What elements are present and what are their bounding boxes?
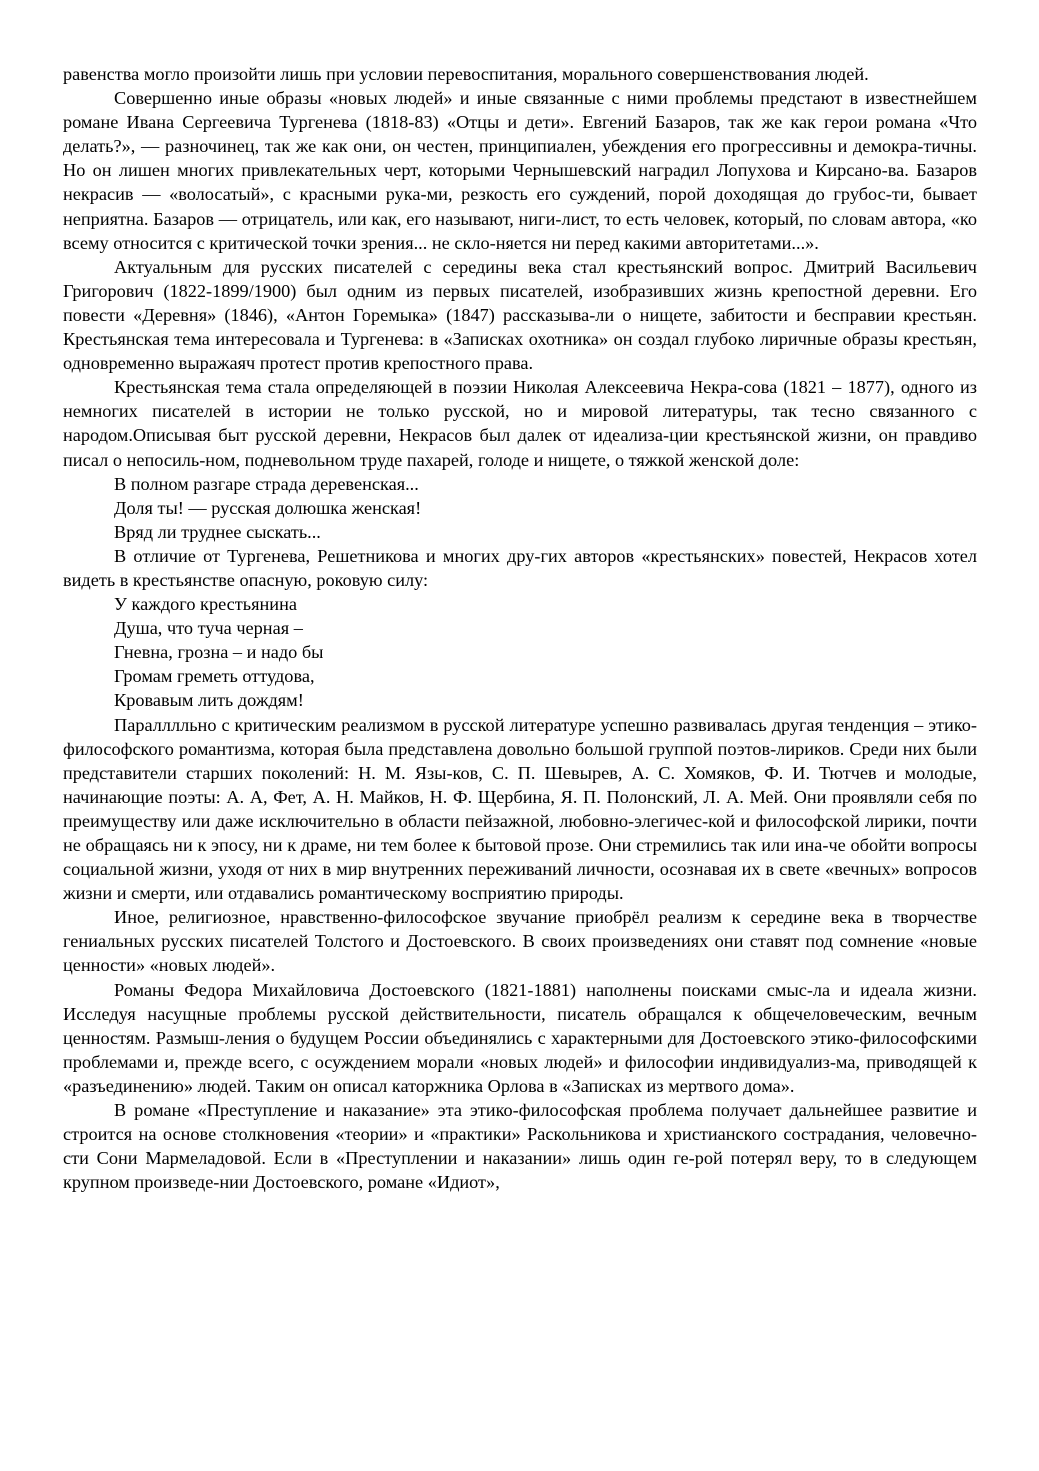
paragraph: Паралллльно с критическим реализмом в русской литературе успешно развивалась другая тенденция – этико-философского романтизма, которая была представлена довольно большой группой поэтов-лириков. Среди них были представители старших поколений: Н. М. Язы-ков, С. П. Шевырев, А. С. Хомяков, Ф. И. Тютчев и молодые, начинающие поэты: А. А, Фет, А. Н. Майков, Н. Ф. Щербина, Я. П. Полонский, Л. А. Мей. Они проявляли себя по преимуществу или даже исключительно в области пейзажной, любовно-элегичес-кой и философской лирики, почти не обращаясь ни к эпосу, ни к драме, ни тем более к бытовой прозе. Они стремились так или ина-че обойти вопросы социальной жизни, уходя от них в мир внутренних переживаний личности, осознавая их в свете «вечных» вопросов жизни и смерти, или отдавались романтическому восприятию природы. [63, 714, 977, 904]
paragraph: Романы Федора Михайловича Достоевского (1821-1881) наполнены поисками смыс-ла и идеала жизни. Исследуя насущные проблемы русской действительности, писатель обращался к общечеловеческим, вечным ценностям. Размыш-ления о будущем России объединялись с характерными для Достоевского этико-философскими проблемами и, прежде всего, с осуждением морали «новых людей» и философии индивидуализ-ма, приводящей к «разъединению» людей. Таким он описал каторжника Орлова в «Записках из мертвого дома». [63, 979, 977, 1096]
verse-line: Доля ты! — русская долюшка женская! [114, 497, 422, 518]
paragraph: В отличие от Тургенева, Решетникова и многих дру-гих авторов «крестьянских» повестей, Некрасов хотел видеть в крестьянстве опасную, роковую силу: [63, 545, 977, 590]
poem-quote-2 [63, 592, 977, 712]
verse-line: Гневна, грозна – и надо бы [114, 642, 324, 663]
paragraph: Совершенно иные образы «новых людей» и иные связанные с ними проблемы предстают в известнейшем романе Ивана Сергеевича Тургенева (1818-83) «Отцы и дети». Евгений Базаров, так же как герои романа «Что делать?», — разночинец, так же как они, он честен, принципиален, убеждения его прогрессивны и демокра-тичны. Но он лишен многих привлекательных черт, которыми Чернышевский наградил Лопухова и Кирсано-ва. Базаров некрасив — «волосатый», с красными рука-ми, резкость его суждений, порой доходящая до грубос-ти, бывает неприятна. Базаров — отрицатель, или как, его называют, ниги-лист, то есть человек, который, по словам автора, «ко всему относится с критической точки зрения... не скло-няется ни перед какими авторитетами...». [63, 88, 977, 253]
verse-line: В полном разгаре страда деревенская... [114, 473, 419, 494]
verse-line: У каждого крестьянина [114, 594, 297, 615]
paragraph: Крестьянская тема стала определяющей в поэзии Николая Алексеевича Некра-сова (1821 – 1877), одного из немногих писателей в истории не только русской, но и мировой литературы, так тесно связанного с народом.Описывая быт русской деревни, Некрасов был далек от идеализа-ции крестьянской жизни, он правдиво писал о непосиль-ном, подневольном труде пахарей, голоде и нищете, о тяжкой женской доле: [63, 377, 977, 470]
paragraph: Актуальным для русских писателей с середины века стал крестьянский вопрос. Дмитрий Васильевич Григорович (1822-1899/1900) был одним из первых писателей, изобразивших жизнь крепостной деревни. Его повести «Деревня» (1846), «Антон Горемыка» (1847) рассказыва-ли о нищете, забитости и бесправии крестьян. Крестьянская тема интересовала и Тургенева: в «Записках охотника» он создал глубоко лиричные образы крестьян, одновременно выражаяч протест против крепостного права. [63, 256, 977, 374]
verse-line: Кровавым лить дождям! [114, 690, 304, 711]
verse-line: Душа, что туча черная – [114, 618, 303, 639]
verse-line: Громам греметь оттудова, [114, 666, 315, 687]
paragraph: равенства могло произойти лишь при условии перевоспитания, морального совершенствования людей. [63, 64, 869, 84]
paragraph: Иное, религиозное, нравственно-философское звучание приобрёл реализм к середине века в творчестве гениальных русских писателей Толстого и Достоевского. В своих произведениях они ставят под сомнение «новые ценности» «новых людей». [63, 907, 977, 976]
verse-line: Вряд ли труднее сыскать... [114, 521, 321, 542]
poem-quote-1 [63, 472, 977, 544]
paragraph: В романе «Преступление и наказание» эта этико-философская проблема получает дальнейшее развитие и строится на основе столкновения «теории» и «практики» Раскольникова и христианского сострадания, человечно-сти Сони Мармеладовой. Если в «Преступлении и наказании» лишь один ге-рой потерял веру, то в следующем крупном произведе-нии Достоевского, романе «Идиот», [63, 1100, 977, 1193]
